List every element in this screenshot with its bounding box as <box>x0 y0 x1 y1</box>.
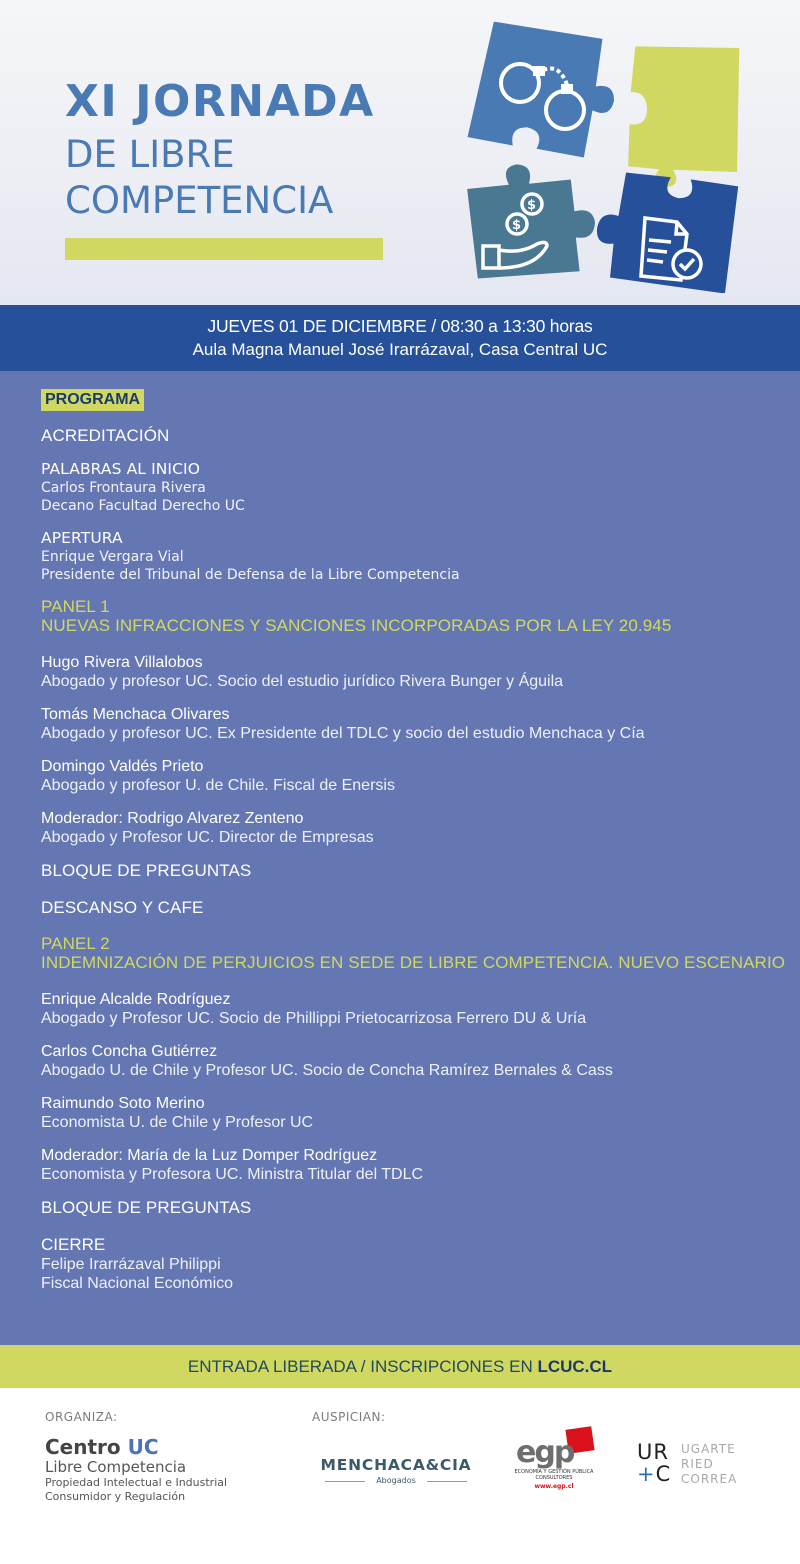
urc-mark <box>637 1441 671 1485</box>
agenda-item-cierre <box>41 1235 800 1293</box>
speaker-role: Economista U. de Chile y Profesor UC <box>41 1114 314 1131</box>
panel-title: NUEVAS INFRACCIONES Y SANCIONES INCORPORADAS POR LA LEY 20.945 <box>41 615 672 635</box>
speaker-role: Abogado U. de Chile y Profesor UC. Socio de Concha Ramírez Bernales & Cass <box>41 1062 613 1079</box>
centro-subtitle: Libre Competencia <box>45 1458 187 1476</box>
urc-word-1: UGARTE <box>681 1442 736 1456</box>
egp-url: www.egp.cl <box>534 1483 574 1490</box>
agenda-item-preguntas-2 <box>41 1198 800 1218</box>
panel-title: INDEMNIZACIÓN DE PERJUICIOS EN SEDE DE LIBRE COMPETENCIA. NUEVO ESCENARIO <box>41 952 786 972</box>
moderator-entry <box>41 809 800 847</box>
centro-name: Centro <box>45 1435 128 1459</box>
speaker-name: Enrique Alcalde Rodríguez <box>41 991 231 1008</box>
speaker-entry <box>41 1094 800 1132</box>
moderator-name: Moderador: María de la Luz Domper Rodríguez <box>41 1147 378 1164</box>
organiza-label: ORGANIZA: <box>45 1410 118 1424</box>
egp-letters: egp <box>516 1435 574 1470</box>
egp-logo <box>510 1428 600 1498</box>
speaker-name: Felipe Irarrázaval Philippi <box>41 1256 221 1273</box>
blank-piece <box>627 44 741 190</box>
event-date-time: JUEVES 01 DE DICIEMBRE / 08:30 a 13:30 horas <box>207 316 593 336</box>
sponsors-footer <box>0 1388 800 1564</box>
speaker-role: Decano Facultad Derecho UC <box>41 498 245 514</box>
centro-uc: UC <box>127 1435 159 1459</box>
centro-uc-logo <box>45 1436 227 1504</box>
speaker-name: Domingo Valdés Prieto <box>41 758 204 775</box>
agenda-heading: BLOQUE DE PREGUNTAS <box>41 1198 252 1217</box>
panel-label: PANEL 2 <box>41 934 110 953</box>
urc-word-2: RIED <box>681 1457 714 1471</box>
hero-header <box>0 0 800 305</box>
title-underline <box>65 238 383 260</box>
speaker-entry <box>41 1042 800 1080</box>
agenda-heading: DESCANSO Y CAFE <box>41 898 204 917</box>
title-line-2: DE LIBRE <box>65 133 235 176</box>
speaker-name: Enrique Vergara Vial <box>41 549 184 565</box>
urc-logo <box>637 1441 757 1501</box>
urc-words <box>681 1442 737 1487</box>
handcuffs-piece <box>467 20 623 160</box>
agenda-item-descanso <box>41 898 800 918</box>
speaker-entry <box>41 990 800 1028</box>
title-line-3: COMPETENCIA <box>65 179 334 222</box>
speaker-name: Hugo Rivera Villalobos <box>41 654 203 671</box>
date-location-band <box>0 305 800 371</box>
centro-line-4: Consumidor y Regulación <box>45 1490 186 1503</box>
title-line-1: XI JORNADA <box>65 76 375 127</box>
document-piece <box>592 170 739 293</box>
program-section <box>0 371 800 1345</box>
agenda-heading: ACREDITACIÓN <box>41 426 170 445</box>
agenda-heading: PALABRAS AL INICIO <box>41 460 200 478</box>
registration-text: ENTRADA LIBERADA / INSCRIPCIONES EN <box>187 1357 538 1376</box>
urc-mark-top: UR <box>637 1440 669 1464</box>
agenda-heading: BLOQUE DE PREGUNTAS <box>41 861 252 880</box>
speaker-name: Tomás Menchaca Olivares <box>41 706 230 723</box>
agenda-item-acreditacion <box>41 426 800 446</box>
egp-line-2: CONSULTORES <box>535 1475 573 1481</box>
speaker-role: Presidente del Tribunal de Defensa de la Libre Competencia <box>41 567 460 583</box>
panel-2-heading <box>41 935 800 972</box>
svg-text:$: $ <box>527 198 537 213</box>
event-title <box>65 78 375 224</box>
moderator-name: Moderador: Rodrigo Alvarez Zenteno <box>41 810 304 827</box>
menchaca-logo <box>313 1456 479 1485</box>
urc-plus-icon: + <box>637 1462 656 1486</box>
agenda-heading: APERTURA <box>41 529 123 547</box>
panel-1-heading <box>41 598 800 635</box>
agenda-item-apertura <box>41 529 800 584</box>
agenda-heading: CIERRE <box>41 1235 106 1254</box>
agenda-item-palabras <box>41 460 800 515</box>
moderator-role: Economista y Profesora UC. Ministra Titular del TDLC <box>41 1166 424 1183</box>
speaker-role: Abogado y Profesor UC. Socio de Phillippi Prietocarrizosa Ferrero DU & Uría <box>41 1010 587 1027</box>
speaker-name: Carlos Frontaura Rivera <box>41 480 206 496</box>
speaker-role: Abogado y profesor UC. Socio del estudio jurídico Rivera Bunger y Águila <box>41 673 564 690</box>
urc-word-3: CORREA <box>681 1472 738 1486</box>
event-venue: Aula Magna Manuel José Irarrázaval, Casa Central UC <box>192 340 608 359</box>
urc-mark-bottom: C <box>655 1462 672 1486</box>
speaker-name: Carlos Concha Gutiérrez <box>41 1043 218 1060</box>
speaker-entry <box>41 705 800 743</box>
menchaca-sub: Abogados <box>313 1476 479 1485</box>
registration-band <box>0 1345 800 1388</box>
registration-link[interactable]: LCUC.CL <box>537 1357 613 1376</box>
puzzle-illustration <box>455 18 755 293</box>
speaker-role: Abogado y profesor U. de Chile. Fiscal de Enersis <box>41 777 395 794</box>
moderator-entry <box>41 1146 800 1184</box>
speaker-role: Abogado y profesor UC. Ex Presidente del TDLC y socio del estudio Menchaca y Cía <box>41 725 645 742</box>
speaker-name: Raimundo Soto Merino <box>41 1095 205 1112</box>
moderator-role: Abogado y Profesor UC. Director de Empresas <box>41 829 374 846</box>
auspician-label: AUSPICIAN: <box>312 1410 386 1424</box>
centro-line-3: Propiedad Intelectual e Industrial <box>45 1476 228 1489</box>
speaker-entry <box>41 757 800 795</box>
egp-tagline <box>510 1469 598 1481</box>
speaker-entry <box>41 653 800 691</box>
agenda-item-preguntas-1 <box>41 861 800 881</box>
program-badge: PROGRAMA <box>41 389 144 411</box>
speaker-role: Fiscal Nacional Económico <box>41 1275 234 1292</box>
svg-text:$: $ <box>512 218 522 233</box>
menchaca-name: MENCHACA&CIA <box>320 1456 472 1474</box>
panel-label: PANEL 1 <box>41 597 110 616</box>
egp-line-1: ECONOMÍA Y GESTIÓN PÚBLICA <box>514 1469 594 1475</box>
